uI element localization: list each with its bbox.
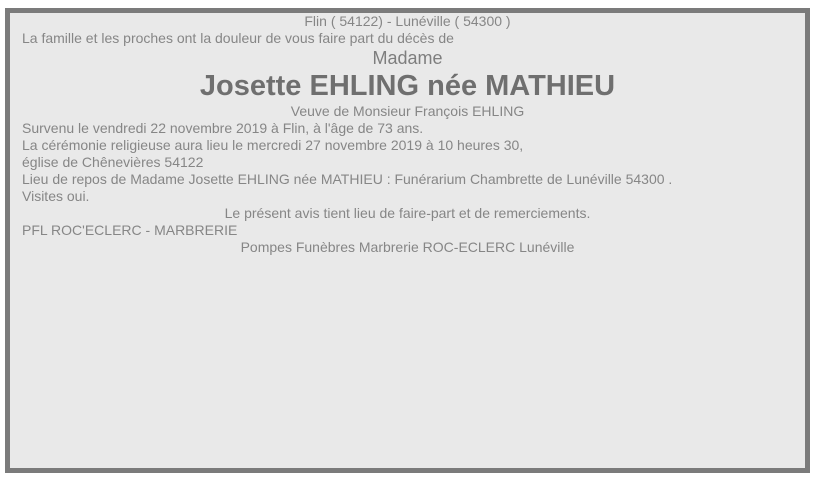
intro-text: La famille et les proches ont la douleur de vous faire part du décès de xyxy=(22,30,454,46)
deceased-name: Josette EHLING née MATHIEU xyxy=(199,70,616,102)
relation-line: Veuve de Monsieur François EHLING xyxy=(290,103,525,119)
death-details: Survenu le vendredi 22 novembre 2019 à Flin, à l'âge de 73 ans. xyxy=(22,120,424,136)
death-notice-card xyxy=(5,8,810,473)
notice-statement: Le présent avis tient lieu de faire-part et de remerciements. xyxy=(224,205,591,221)
funeral-home-footer: Pompes Funèbres Marbrerie ROC-ECLERC Lunéville xyxy=(240,239,575,255)
visits-info: Visites oui. xyxy=(22,188,90,204)
civility-title: Madame xyxy=(372,48,443,68)
funeral-home-name: PFL ROC'ECLERC - MARBRERIE xyxy=(22,222,238,238)
ceremony-date-time: La cérémonie religieuse aura lieu le mercredi 27 novembre 2019 à 10 heures 30, xyxy=(22,137,524,153)
ceremony-details xyxy=(22,137,793,171)
ceremony-church: église de Chênevières 54122 xyxy=(22,154,204,170)
repose-location: Lieu de repos de Madame Josette EHLING née MATHIEU : Funérarium Chambrette de Lunéville 54300 . xyxy=(22,171,673,187)
location-header: Flin ( 54122) - Lunéville ( 54300 ) xyxy=(304,13,511,29)
